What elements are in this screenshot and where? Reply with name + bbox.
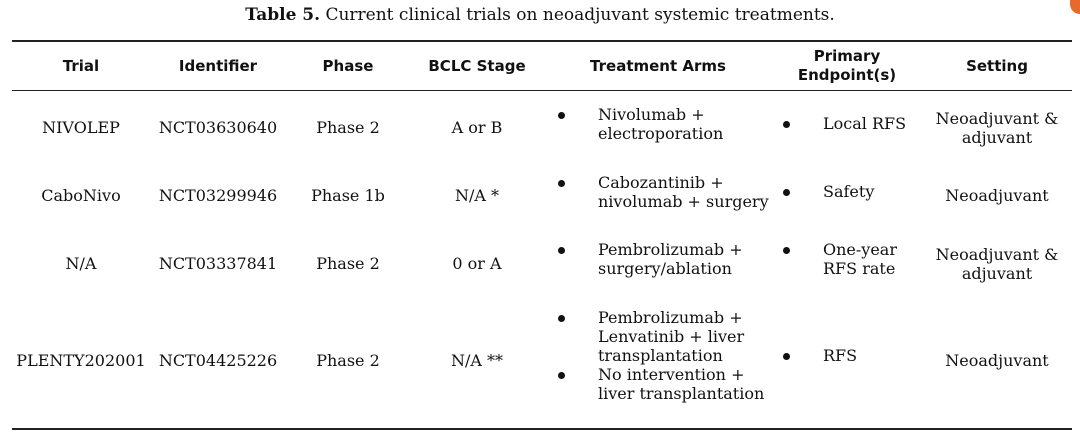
list-item [558,365,764,403]
table-top-rule [12,40,1072,42]
cell-treatment-arms [558,240,743,278]
list-item [783,346,857,365]
cell-identifier: NCT03337841 [158,254,278,273]
table-caption-label: Table 5. [245,5,321,25]
header-endpoint-line1: Primary [813,47,881,65]
table-caption [0,5,1080,25]
cell-trial: N/A [65,254,97,273]
arm-line: Pembrolizumab + [598,308,743,327]
cell-phase: Phase 2 [316,254,380,273]
cell-treatment-arms [558,173,769,211]
cell-trial: NIVOLEP [42,118,120,137]
bullet-icon [783,353,790,360]
list-item [558,308,764,365]
table-header-rule [12,90,1072,91]
cell-identifier: NCT03299946 [158,186,278,205]
arm-line: Lenvatinib + liver [598,327,745,346]
cell-identifier: NCT04425226 [158,351,278,370]
header-trial: Trial [62,57,100,75]
cell-bclc: N/A * [454,186,500,205]
cell-setting [922,186,1072,205]
cell-treatment-arms [558,105,723,143]
endpoint-line: One-year [823,240,897,259]
endpoint-line: Local RFS [823,114,907,133]
header-endpoint-line2: Endpoint(s) [797,66,897,84]
header-treatment-arms: Treatment Arms [590,57,726,75]
header-setting: Setting [966,57,1028,75]
arm-line: No intervention + [598,365,745,384]
cell-endpoints [783,346,857,365]
endpoint-line: RFS rate [823,259,896,278]
list-item [558,240,743,278]
cell-identifier: NCT03630640 [158,118,278,137]
table-bottom-rule [12,428,1072,430]
arm-line: liver transplantation [598,384,765,403]
arm-line: nivolumab + surgery [598,192,769,211]
cell-trial: CaboNivo [41,186,121,205]
table-caption-text: Current clinical trials on neoadjuvant systemic treatments. [320,5,835,25]
header-bclc-stage: BCLC Stage [428,57,526,75]
bullet-icon [558,247,565,254]
cell-setting [922,109,1072,147]
setting-line: Neoadjuvant & [935,109,1059,128]
cell-phase: Phase 1b [311,186,385,205]
cell-phase: Phase 2 [316,351,380,370]
endpoint-line: Safety [823,182,875,201]
list-item [783,114,906,133]
setting-line: adjuvant [961,128,1033,147]
cell-setting [922,245,1072,283]
bullet-icon [783,247,790,254]
arm-line: Cabozantinib + [598,173,724,192]
cell-bclc: N/A ** [450,351,504,370]
bullet-icon [558,315,565,322]
cell-bclc: 0 or A [452,254,502,273]
header-phase: Phase [322,57,374,75]
cell-endpoints [783,182,874,201]
bullet-icon [783,121,790,128]
header-identifier: Identifier [178,57,258,75]
cell-setting [922,351,1072,370]
arm-line: Nivolumab + [598,105,705,124]
cell-trial: PLENTY202001 [16,351,146,370]
bullet-icon [558,372,565,379]
cell-endpoints [783,240,897,278]
arm-line: transplantation [598,346,723,365]
bullet-icon [558,180,565,187]
cell-bclc: A or B [451,118,503,137]
bullet-icon [783,189,790,196]
list-item [783,240,897,278]
cell-treatment-arms [558,308,764,403]
setting-line: adjuvant [961,264,1033,283]
arm-line: Pembrolizumab + [598,240,743,259]
bullet-icon [558,112,565,119]
setting-line: Neoadjuvant [945,186,1049,205]
setting-line: Neoadjuvant & [935,245,1059,264]
cell-endpoints [783,114,906,133]
list-item [558,173,769,211]
arm-line: surgery/ablation [598,259,732,278]
header-primary-endpoints [772,47,922,85]
arm-line: electroporation [598,124,724,143]
endpoint-line: RFS [823,346,858,365]
list-item [558,105,723,143]
cell-phase: Phase 2 [316,118,380,137]
setting-line: Neoadjuvant [945,351,1049,370]
list-item [783,182,874,201]
